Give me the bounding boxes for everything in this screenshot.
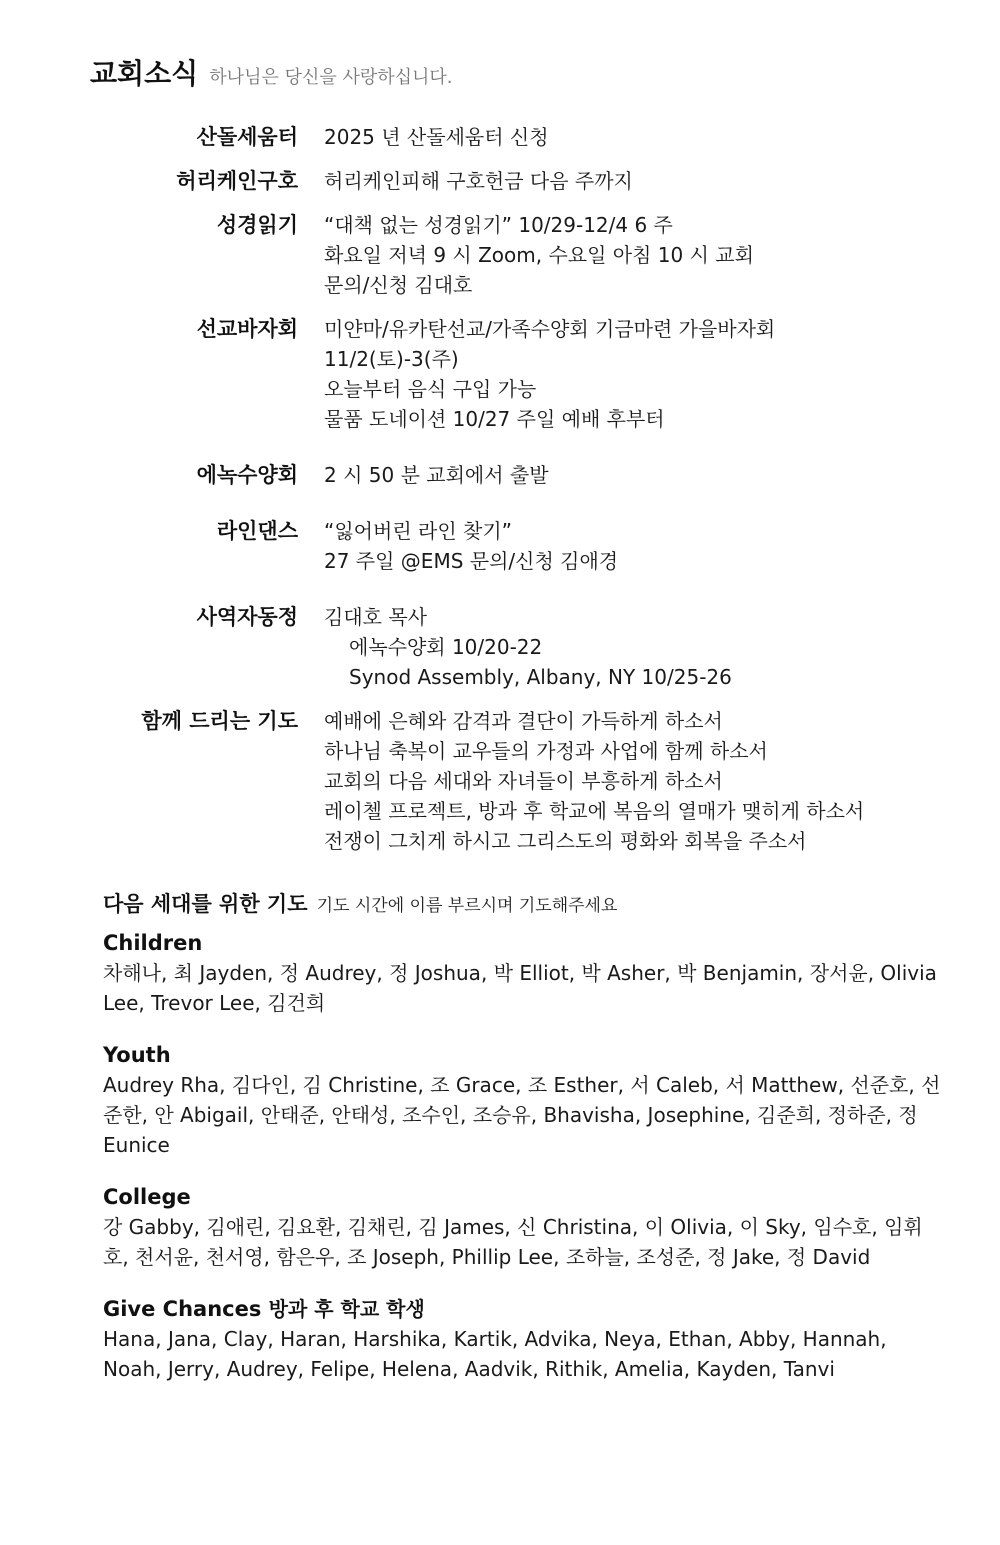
notice-label: 에녹수양회 xyxy=(196,463,298,487)
group-subtitle: 방과 후 학교 학생 xyxy=(268,1297,425,1321)
notice-content xyxy=(324,706,924,856)
notice-line: 물품 도네이션 10/27 주일 예배 후부터 xyxy=(324,407,665,431)
notice-line: Synod Assembly, Albany, NY 10/25-26 xyxy=(349,665,732,689)
page-subtitle: 하나님은 당신을 사랑하십니다. xyxy=(209,67,453,88)
page-title: 교회소식 xyxy=(90,57,199,90)
notice-line: 레이첼 프로젝트, 방과 후 학교에 복음의 열매가 맺히게 하소서 xyxy=(324,799,865,823)
notice-line: “대책 없는 성경읽기” 10/29-12/4 6 주 xyxy=(324,213,673,237)
notice-line: 화요일 저녁 9 시 Zoom, 수요일 아침 10 시 교회 xyxy=(324,243,754,267)
notice-item xyxy=(0,460,1000,490)
notice-line: 오늘부터 음식 구입 가능 xyxy=(324,377,537,401)
notice-line: 에녹수양회 10/20-22 xyxy=(349,635,543,659)
notice-label: 라인댄스 xyxy=(216,519,298,543)
notice-line: 전쟁이 그치게 하시고 그리스도의 평화와 회복을 주소서 xyxy=(324,829,807,853)
prayer-subtitle: 기도 시간에 이름 부르시며 기도해주세요 xyxy=(316,896,618,916)
notice-line: 허리케인피해 구호헌금 다음 주까지 xyxy=(324,169,633,193)
notice-item xyxy=(0,314,1000,434)
group-name: College xyxy=(103,1185,191,1209)
group-names: Hana, Jana, Clay, Haran, Harshika, Kartik, Advika, Neya, Ethan, Abby, Hannah, Noah, Jerry, Audrey, Felipe, Helena, Aadvik, Rithik, Amelia, Kayden, Tanvi xyxy=(103,1327,887,1381)
notice-line: 하나님 축복이 교우들의 가정과 사업에 함께 하소서 xyxy=(324,739,768,763)
group-heading xyxy=(103,928,963,958)
notice-item xyxy=(0,210,1000,300)
group-name: Give Chances xyxy=(103,1297,262,1321)
notice-item xyxy=(0,706,1000,856)
notice-item xyxy=(0,166,1000,196)
notice-list xyxy=(0,122,1000,870)
notice-line: 김대호 목사 xyxy=(324,605,427,629)
group-heading xyxy=(103,1182,963,1212)
notice-line: 예배에 은혜와 감격과 결단이 가득하게 하소서 xyxy=(324,709,723,733)
prayer-header xyxy=(103,888,963,922)
notice-item xyxy=(0,516,1000,576)
notice-item xyxy=(0,122,1000,152)
page-header xyxy=(90,52,453,92)
group-name: Children xyxy=(103,931,203,955)
notice-label: 선교바자회 xyxy=(196,317,298,341)
notice-line: 미얀마/유카탄선교/가족수양회 기금마련 가을바자회 xyxy=(324,317,776,341)
group-names: 강 Gabby, 김애린, 김요환, 김채린, 김 James, 신 Christina, 이 Olivia, 이 Sky, 임수호, 임휘호, 천서윤, 천서영, 함은우, 조 Joseph, Phillip Lee, 조하늘, 조성준, 정 Jake, 정 David xyxy=(103,1215,923,1269)
group-name: Youth xyxy=(103,1043,171,1067)
notice-item xyxy=(0,602,1000,692)
notice-content xyxy=(324,516,924,576)
prayer-section xyxy=(103,888,963,1406)
prayer-title: 다음 세대를 위한 기도 xyxy=(103,892,308,916)
prayer-group xyxy=(103,1294,963,1384)
notice-label: 성경읽기 xyxy=(216,213,298,237)
notice-line: 2025 년 산돌세움터 신청 xyxy=(324,125,549,149)
notice-line: 문의/신청 김대호 xyxy=(324,273,473,297)
group-names: Audrey Rha, 김다인, 김 Christine, 조 Grace, 조 Esther, 서 Caleb, 서 Matthew, 선준호, 선준한, 안 Abigail, 안태준, 안태성, 조수인, 조승유, Bhavisha, Josephine, 김준희, 정하준, 정 Eunice xyxy=(103,1073,941,1157)
notice-content xyxy=(324,166,924,196)
group-names: 차해나, 최 Jayden, 정 Audrey, 정 Joshua, 박 Elliot, 박 Asher, 박 Benjamin, 장서윤, Olivia Lee, Trevor Lee, 김건희 xyxy=(103,961,937,1015)
group-heading xyxy=(103,1040,963,1070)
notice-content xyxy=(324,122,924,152)
notice-line: 11/2(토)-3(주) xyxy=(324,347,459,371)
group-heading xyxy=(103,1294,963,1324)
notice-content xyxy=(324,460,924,490)
notice-content xyxy=(324,602,924,692)
notice-label: 허리케인구호 xyxy=(176,169,298,193)
notice-line: 27 주일 @EMS 문의/신청 김애경 xyxy=(324,549,619,573)
notice-label: 함께 드리는 기도 xyxy=(141,709,298,733)
prayer-group xyxy=(103,1040,963,1160)
prayer-group xyxy=(103,1182,963,1272)
notice-label: 사역자동정 xyxy=(196,605,298,629)
notice-content xyxy=(324,210,924,300)
notice-line: 교회의 다음 세대와 자녀들이 부흥하게 하소서 xyxy=(324,769,723,793)
prayer-group xyxy=(103,928,963,1018)
notice-line: “잃어버린 라인 찾기” xyxy=(324,519,512,543)
notice-label: 산돌세움터 xyxy=(196,125,298,149)
notice-line: 2 시 50 분 교회에서 출발 xyxy=(324,463,549,487)
notice-content xyxy=(324,314,924,434)
